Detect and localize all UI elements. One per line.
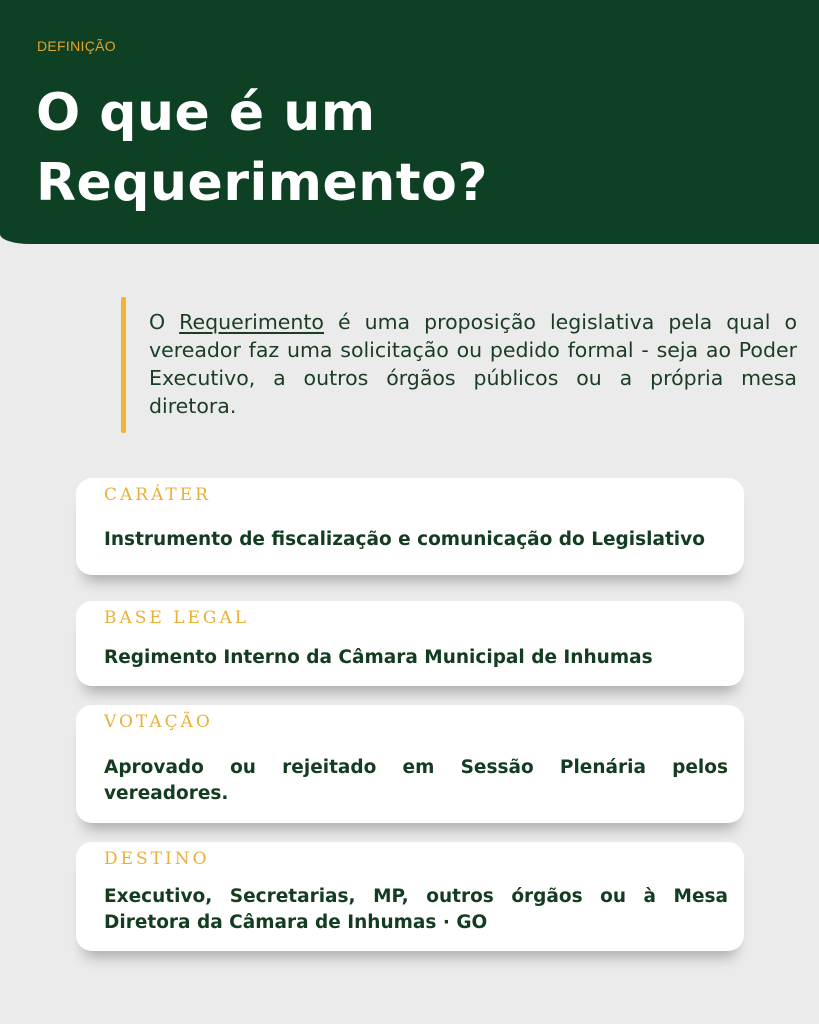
card-label: DESTINO xyxy=(104,849,210,869)
definition-term: Requerimento xyxy=(179,310,324,334)
card-body: Instrumento de fiscalização e comunicação do Legislativo xyxy=(104,529,705,550)
page-title-line-1: O que é um xyxy=(36,83,376,143)
accent-bar xyxy=(121,297,126,433)
definition-block xyxy=(121,297,797,433)
header-banner xyxy=(0,0,819,244)
page-title-line-2: Requerimento? xyxy=(36,153,489,213)
card-body: Executivo, Secretarias, MP, outros órgãos ou à Mesa Diretora da Câmara de Inhumas · GO xyxy=(104,886,728,933)
definition-text xyxy=(149,308,797,420)
eyebrow-label: DEFINIÇÃO xyxy=(37,38,116,54)
card-body: Regimento Interno da Câmara Municipal de Inhumas xyxy=(104,647,653,668)
card-base-legal xyxy=(76,601,744,686)
definition-lead: O xyxy=(149,310,180,334)
page-title xyxy=(36,78,776,218)
card-label: BASE LEGAL xyxy=(104,608,250,628)
card-label: VOTAÇÃO xyxy=(104,712,213,732)
definition-body: é uma proposição legislativa pela qual o vereador faz uma solicitação ou pedido formal - seja ao Poder Executivo, a outros órgãos públicos ou a própria mesa diretora. xyxy=(149,310,797,418)
card-label: CARÁTER xyxy=(104,485,211,505)
card-body: Aprovado ou rejeitado em Sessão Plenária pelos vereadores. xyxy=(104,757,728,804)
card-carater xyxy=(76,478,744,575)
card-destino xyxy=(76,842,744,951)
card-votacao xyxy=(76,705,744,823)
